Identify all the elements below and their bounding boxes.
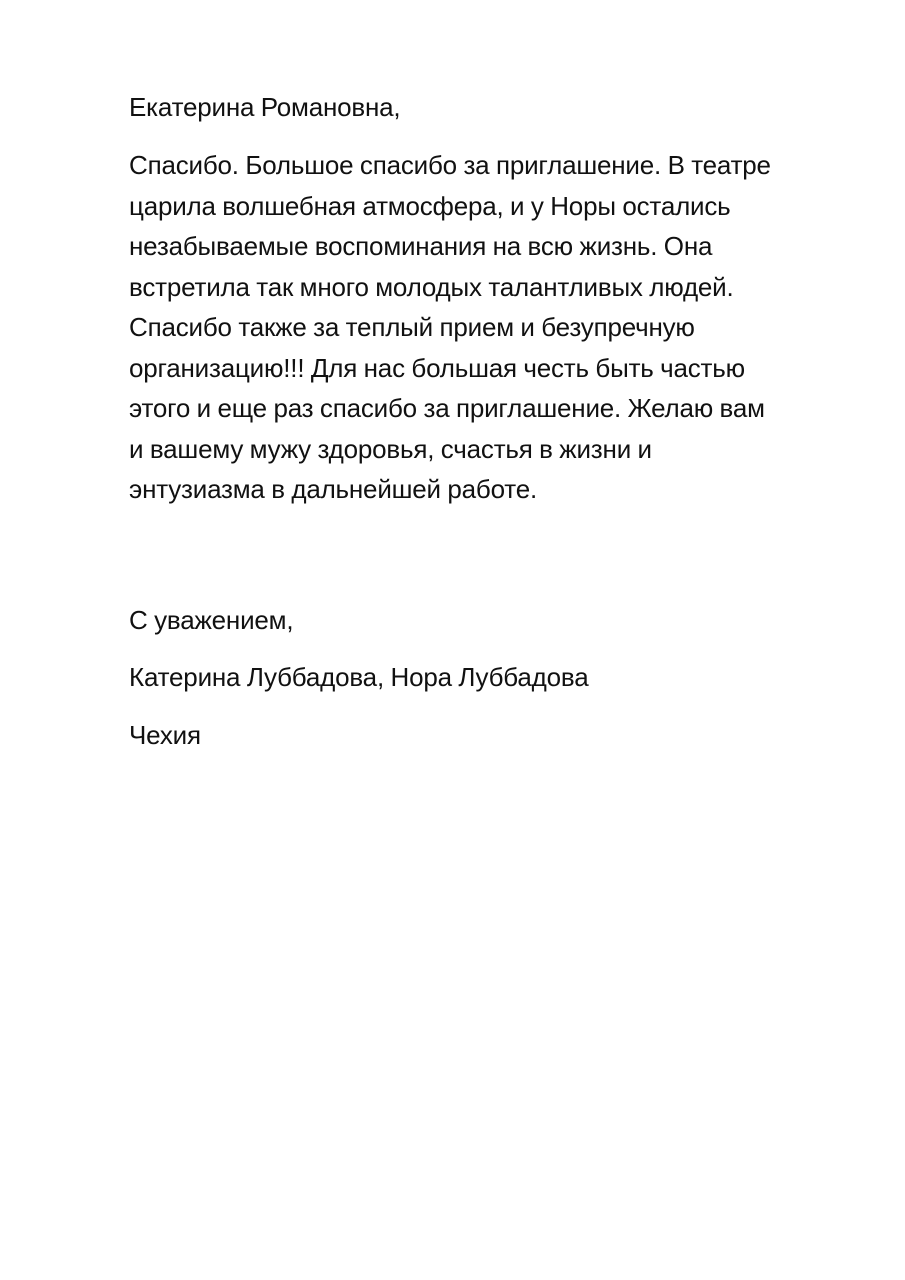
body-line: и вашему мужу здоровья, счастья в жизни и xyxy=(129,433,652,464)
body-line: Спасибо также за теплый прием и безупречную xyxy=(129,312,695,342)
country: Чехия xyxy=(129,720,201,750)
letter-body xyxy=(129,145,849,510)
body-line: незабываемые воспоминания на всю жизнь. Она xyxy=(129,231,713,261)
signature: Катерина Луббадова, Нора Луббадова xyxy=(129,662,589,692)
body-line: этого и еще раз спасибо за приглашение. Желаю вам xyxy=(129,393,765,423)
body-line: энтузиазма в дальнейшей работе. xyxy=(129,474,538,504)
salutation: Екатерина Романовна, xyxy=(129,92,401,122)
body-line: встретила так много молодых талантливых людей. xyxy=(129,271,734,302)
body-line: организацию!!! Для нас большая честь быть частью xyxy=(129,352,745,383)
body-line: царила волшебная атмосфера, и у Норы остались xyxy=(129,190,731,221)
closing: С уважением, xyxy=(129,605,294,635)
body-line: Спасибо. Большое спасибо за приглашение. В театре xyxy=(129,150,771,180)
